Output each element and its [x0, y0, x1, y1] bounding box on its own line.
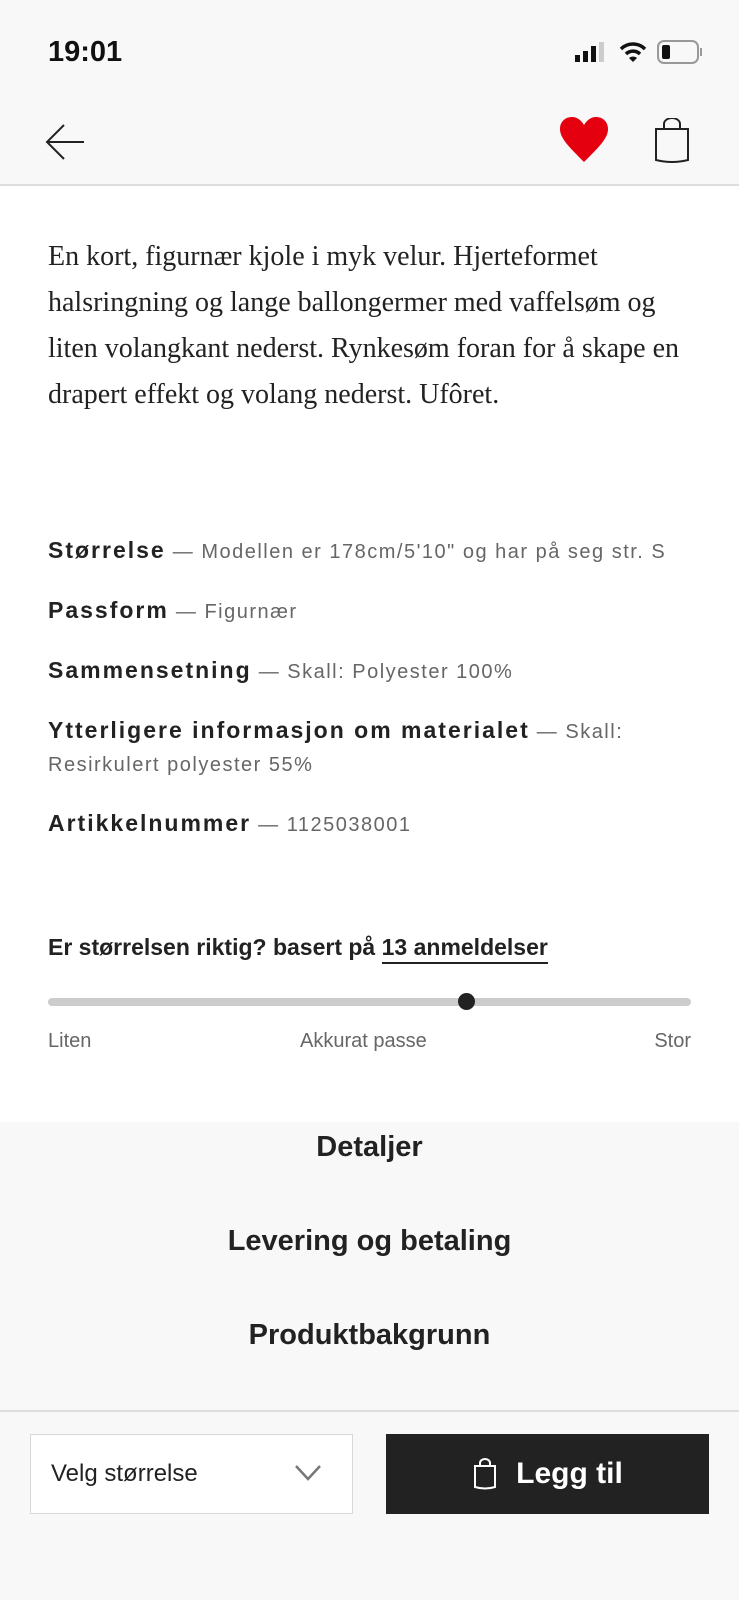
attribute-value: — Figurnær — [168, 601, 298, 623]
attribute-composition — [48, 654, 698, 689]
fit-min-label: Liten — [48, 1030, 92, 1052]
fit-scale-marker — [458, 993, 475, 1010]
fit-max-label: Stor — [654, 1030, 691, 1052]
attribute-label: Sammensetning — [48, 657, 252, 683]
fit-scale-track — [48, 998, 691, 1006]
fit-question: Er størrelsen riktig? basert på — [48, 934, 382, 960]
shopping-bag-icon — [472, 1458, 498, 1490]
attribute-material-info — [48, 714, 698, 782]
accordion-delivery-payment[interactable]: Levering og betaling — [227, 1225, 512, 1257]
attribute-label: Artikkelnummer — [48, 810, 252, 836]
accordion — [0, 1100, 739, 1382]
size-select[interactable] — [30, 1434, 353, 1514]
fit-rating — [48, 934, 691, 1052]
shopping-bag-icon[interactable] — [652, 118, 692, 164]
product-info — [0, 186, 739, 1122]
accordion-product-background[interactable]: Produktbakgrunn — [248, 1319, 491, 1351]
status-time: 19:01 — [48, 36, 123, 68]
bottom-bar — [0, 1410, 739, 1600]
accordion-details[interactable]: Detaljer — [316, 1131, 423, 1163]
chevron-down-icon — [294, 1463, 322, 1483]
back-arrow-icon[interactable] — [44, 120, 88, 164]
attribute-value: — 1125038001 — [251, 814, 412, 836]
size-select-label: Velg størrelse — [51, 1460, 198, 1487]
status-bar — [0, 0, 739, 100]
attribute-label: Ytterligere informasjon om materialet — [48, 717, 530, 743]
attribute-value: — Modellen er 178cm/5'10" og har på seg str. S — [165, 541, 667, 563]
reviews-link[interactable]: 13 anmeldelser — [382, 934, 548, 964]
signal-icon — [575, 42, 609, 62]
product-description: En kort, figurnær kjole i myk velur. Hjerteformet halsringning og lange ballongermer med vaffelsøm og liten volangkant nederst. Rynkesøm foran for å skape en drapert effekt og volang nederst. Ufôret. — [48, 241, 680, 410]
favorite-heart-icon[interactable] — [558, 116, 610, 164]
attribute-label: Passform — [48, 597, 169, 623]
add-to-bag-button[interactable] — [386, 1434, 709, 1514]
attribute-fit — [48, 594, 698, 629]
top-nav — [0, 100, 739, 186]
add-button-label: Legg til — [516, 1457, 623, 1490]
attribute-label: Størrelse — [48, 537, 166, 563]
attribute-value: — Skall: Polyester 100% — [251, 661, 514, 683]
wifi-icon — [619, 41, 647, 63]
attribute-value: — Skall: Resirkulert polyester 55% — [48, 721, 624, 776]
attribute-article-number — [48, 807, 698, 842]
battery-icon — [657, 40, 703, 64]
fit-mid-label: Akkurat passe — [300, 1030, 427, 1052]
attribute-size — [48, 534, 698, 569]
product-attributes — [48, 534, 698, 867]
